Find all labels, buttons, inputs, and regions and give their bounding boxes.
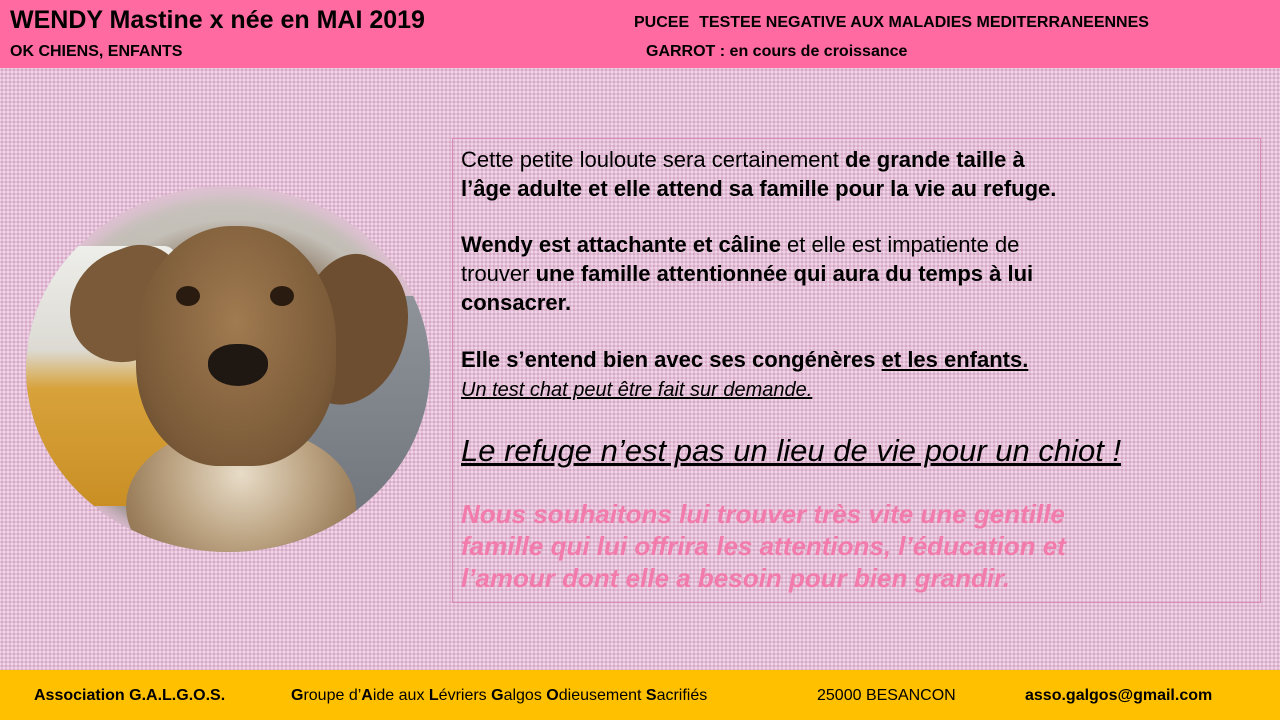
- header-banner: [0, 0, 1280, 68]
- association-full-name: Groupe d’Aide aux Lévriers Galgos Odieusement Sacrifiés: [291, 687, 708, 704]
- adoption-wish-line-3: l’amour dont elle a besoin pour bien grandir.: [461, 563, 1010, 593]
- size-bold-a: de grande taille à: [845, 147, 1025, 172]
- dog-photo: [26, 186, 430, 552]
- dog-left-eye: [176, 286, 200, 306]
- dog-right-eye: [270, 286, 294, 306]
- health-status: [634, 14, 1149, 32]
- footer-banner: [0, 670, 1280, 720]
- disease-test-status: TESTEE NEGATIVE AUX MALADIES MEDITERRANEENNES: [699, 14, 1149, 31]
- temperament-bold-a: Wendy est attachante et câline: [461, 232, 781, 257]
- association-email[interactable]: asso.galgos@gmail.com: [1025, 687, 1213, 704]
- sociability-bold: Elle s’entend bien avec ses congénères: [461, 347, 882, 372]
- temperament-bold-c: consacrer.: [461, 290, 572, 315]
- dog-name-title: WENDY Mastine x née en MAI 2019: [10, 6, 425, 34]
- withers-height: GARROT : en cours de croissance: [646, 43, 908, 60]
- adoption-wish-line-2: famille qui lui offrira les attentions, l’éducation et: [461, 531, 1066, 561]
- temperament-text-a: et elle est impatiente de: [780, 232, 1020, 257]
- association-name: Association G.A.L.G.O.S.: [34, 687, 226, 704]
- compatibility-text: OK CHIENS, ENFANTS: [10, 43, 183, 60]
- adoption-wish: [461, 498, 1066, 594]
- temperament-paragraph: [461, 230, 1033, 317]
- size-text: Cette petite louloute sera certainement: [461, 147, 846, 172]
- temperament-bold-b: une famille attentionnée qui aura du temps à lui: [535, 261, 1034, 286]
- size-bold-b: l’âge adulte et elle attend sa famille pour la vie au refuge.: [461, 176, 1057, 201]
- adoption-wish-line-1: Nous souhaitons lui trouver très vite une gentille: [461, 499, 1065, 529]
- sociability-children: et les enfants.: [881, 347, 1029, 372]
- association-city: 25000 BESANCON: [817, 687, 956, 704]
- temperament-text-b: trouver: [461, 261, 536, 286]
- microchip-status: PUCEE: [634, 14, 690, 31]
- dog-nose: [208, 344, 268, 386]
- cat-test-note: Un test chat peut être fait sur demande.: [461, 379, 813, 401]
- sociability-paragraph: [461, 345, 1028, 404]
- shelter-warning: Le refuge n’est pas un lieu de vie pour un chiot !: [461, 433, 1122, 468]
- size-paragraph: [461, 145, 1056, 203]
